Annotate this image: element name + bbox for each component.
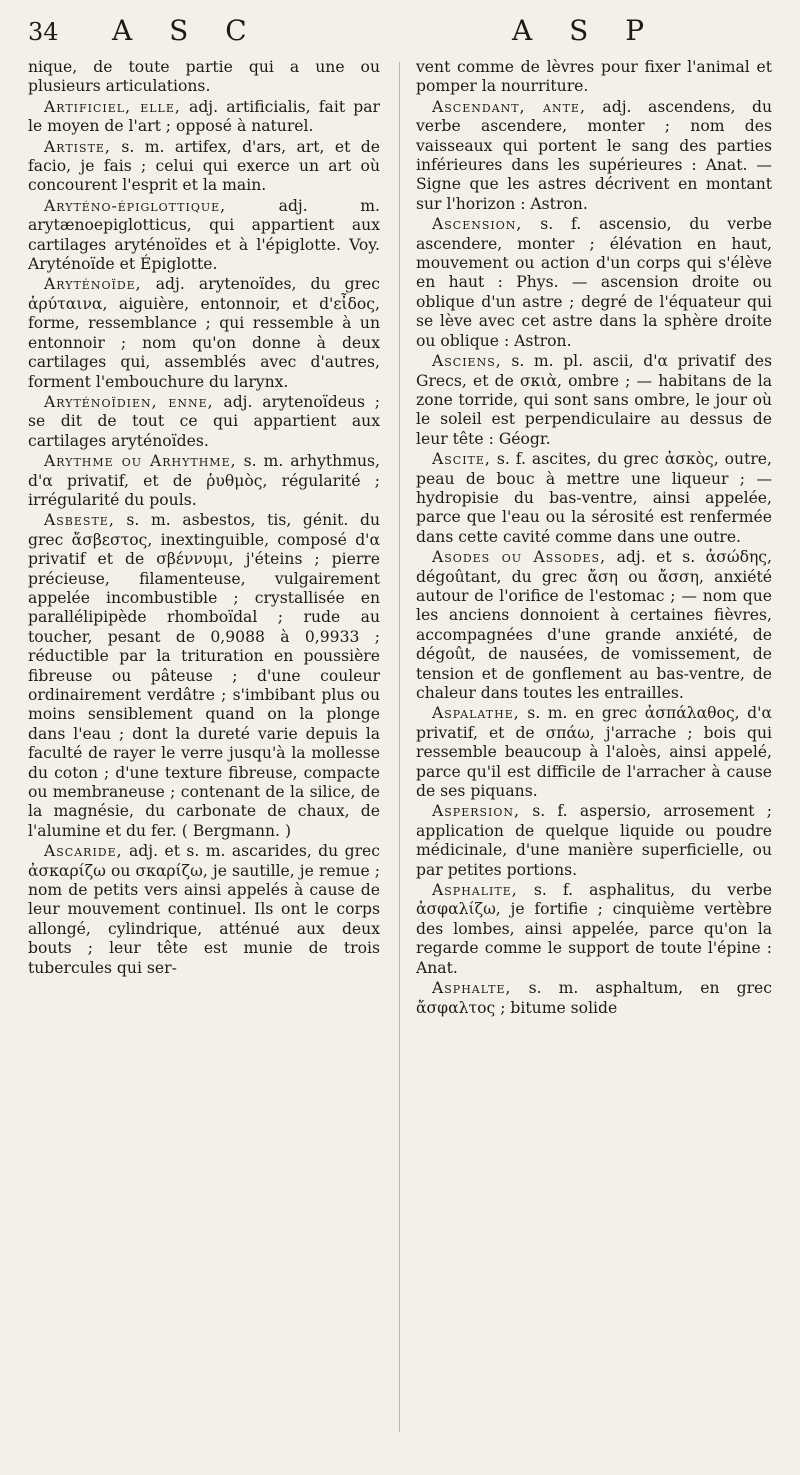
entry-text: adj. arytenoïdes, du grec ἀρύταινα, aiguière, entonnoir, et d'εἶδος, forme, ressemblance ; qui ressemble à un entonnoir ; nom qu'on donne à deux cartilages qui, assemblés avec d'autres, forment l'embouchure du larynx. (28, 275, 380, 391)
dictionary-entry (416, 352, 772, 449)
dictionary-entry (416, 802, 772, 880)
dictionary-entry (28, 58, 380, 97)
column-divider (399, 62, 400, 1432)
entry-headword: Aspalathe, (432, 704, 520, 723)
entry-headword: Artiste, (44, 137, 111, 156)
dictionary-entry (28, 393, 380, 451)
entry-headword: Aspersion, (432, 802, 520, 821)
dictionary-entry (416, 58, 772, 97)
entry-headword: Arythme ou Arhythme, (44, 452, 237, 471)
dictionary-entry (416, 704, 772, 801)
entry-headword: Asciens, (432, 352, 502, 371)
page-number: 34 (28, 18, 59, 46)
entry-headword: Aryténoïdien, enne, (44, 392, 214, 411)
entry-text: s. m. arhythmus, d'α privatif, et de ῥυθμὸς, régularité ; irrégularité du pouls. (28, 452, 380, 509)
entry-text: adj. m. arytænoepiglotticus, qui appartient aux cartilages aryténoïdes et à l'épiglotte. Voy. Aryténoïde et Épiglotte. (28, 196, 380, 274)
running-head-right: A S P (512, 14, 659, 47)
entry-headword: Ascension, (432, 215, 523, 234)
right-column (416, 58, 772, 1019)
entry-headword: Ascendant, ante, (432, 97, 586, 116)
dictionary-entry (28, 197, 380, 275)
dictionary-entry (28, 98, 380, 137)
entry-text: s. m. asphaltum, en grec ἄσφαλτος ; bitume solide (416, 979, 772, 1017)
entry-headword: Artificiel, elle, (44, 97, 181, 116)
dictionary-entry (28, 275, 380, 391)
entry-text: s. f. ascensio, du verbe ascendere, monter ; élévation en haut, mouvement ou action d'un corps qui s'élève en haut : Phys. — ascension droite ou oblique d'un astre ; degré de l'équateur qui se lève avec cet astre dans la sphère droite ou oblique : Astron. (416, 215, 772, 350)
running-head-left: A S C (112, 14, 261, 47)
dictionary-entry (416, 98, 772, 214)
entry-text: adj. arytenoïdeus ; se dit de tout ce qui appartient aux cartilages aryténoïdes. (28, 392, 380, 450)
dictionary-entry (28, 511, 380, 841)
entry-headword: Asodes ou Assodes, (432, 548, 607, 567)
entry-headword: Aryténoïde, (44, 275, 142, 294)
dictionary-entry (416, 548, 772, 703)
entry-headword: Asphalite, (432, 881, 518, 900)
dictionary-entry (416, 450, 772, 547)
entry-headword: Aryténo-épiglottique, (44, 196, 227, 215)
entry-headword: Asbeste, (44, 511, 115, 530)
dictionary-entry (416, 881, 772, 978)
entry-text: adj. et s. m. ascarides, du grec ἀσκαρίζω ou σκαρίζω, je sautille, je remue ; nom de petits vers ainsi appelés à cause de leur mouvement continuel. Ils ont le corps allongé, cylindrique, atténué aux deux bouts ; leur tête est munie de trois tubercules qui ser- (28, 842, 380, 977)
entry-text: s. f. ascites, du grec ἀσκὸς, outre, peau de bouc à mettre une liqueur ; — hydropisie du bas-ventre, ainsi appelée, parce que l'eau ou la sérosité est renfermée dans cette cavité comme dans une outre. (416, 450, 772, 546)
entry-text: s. m. asbestos, tis, génit. du grec ἄσβεστος, inextinguible, composé d'α privatif et de σβέννυμι, j'éteins ; pierre précieuse, filamenteuse, vulgairement appelée incombustible ; crystallisée en parallélipipède rhomboïdal ; rude au toucher, pesant de 0,9088 à 0,9933 ; réductible par la trituration en poussière fibreuse ou pâteuse ; d'une couleur ordinairement verdâtre ; s'imbibant plus ou moins sensiblement quand on la plonge dans l'eau ; dont la dureté varie depuis la faculté de rayer le verre jusqu'à la mollesse du coton ; d'une texture fibreuse, compacte ou membraneuse ; contenant de la silice, de la magnésie, du carbonate de chaux, de l'alumine et du fer. ( Bergmann. ) (28, 511, 380, 840)
entry-text: s. m. en grec ἀσπάλαθος, d'α privatif, et de σπάω, j'arrache ; bois qui ressemble beaucoup à l'aloès, ainsi appelé, parce qu'il est difficile de l'arracher à cause de ses piquans. (416, 704, 772, 801)
entry-text: s. m. artifex, d'ars, art, et de facio, je fais ; celui qui exerce un art où concourent l'esprit et la main. (28, 137, 381, 195)
entry-text: adj. artificialis, fait par le moyen de l'art ; opposé à naturel. (28, 97, 380, 136)
entry-text: s. f. aspersio, arrosement ; application de quelque liquide ou poudre médicinale, d'une manière superficielle, ou par petites portions. (416, 802, 772, 879)
page-header (0, 12, 800, 52)
entry-headword: Ascite, (432, 450, 491, 469)
entry-text: s. f. asphalitus, du verbe ἀσφαλίζω, je fortifie ; cinquième vertèbre des lombes, ainsi appelée, parce qu'on la regarde comme le support de toute l'épine : Anat. (416, 881, 772, 977)
entry-text: adj. et s. ἀσώδης, dégoûtant, du grec ἄση ou ἄσση, anxiété autour de l'orifice de l'estomac ; — nom que les anciens donnoient à certaines fièvres, accompagnées d'une grande anxiété, de dégoût, de nausées, de vomissement, de tension et de gonflement au bas-ventre, de chaleur dans toutes les entrailles. (416, 548, 772, 702)
entry-headword: Asphalte, (432, 979, 512, 998)
entry-text: vent comme de lèvres pour fixer l'animal et pomper la nourriture. (416, 58, 772, 96)
dictionary-entry (416, 215, 772, 351)
dictionary-entry (416, 979, 772, 1018)
left-column (28, 58, 380, 979)
entry-text: adj. ascendens, du verbe ascendere, monter ; nom des vaisseaux qui portent le sang des parties inférieures dans les supérieures : Anat. — Signe que les astres décrivent en montant sur l'horizon : Astron. (416, 97, 772, 213)
entry-text: s. m. pl. ascii, d'α privatif des Grecs, et de σκιὰ, ombre ; — habitans de la zone torride, qui sont sans ombre, le jour où le soleil est perpendiculaire au dessus de leur tête : Géogr. (416, 352, 772, 448)
dictionary-entry (28, 138, 380, 196)
dictionary-entry (28, 842, 380, 978)
entry-text: nique, de toute partie qui a une ou plusieurs articulations. (28, 58, 380, 96)
dictionary-entry (28, 452, 380, 510)
entry-headword: Ascaride, (44, 842, 123, 861)
